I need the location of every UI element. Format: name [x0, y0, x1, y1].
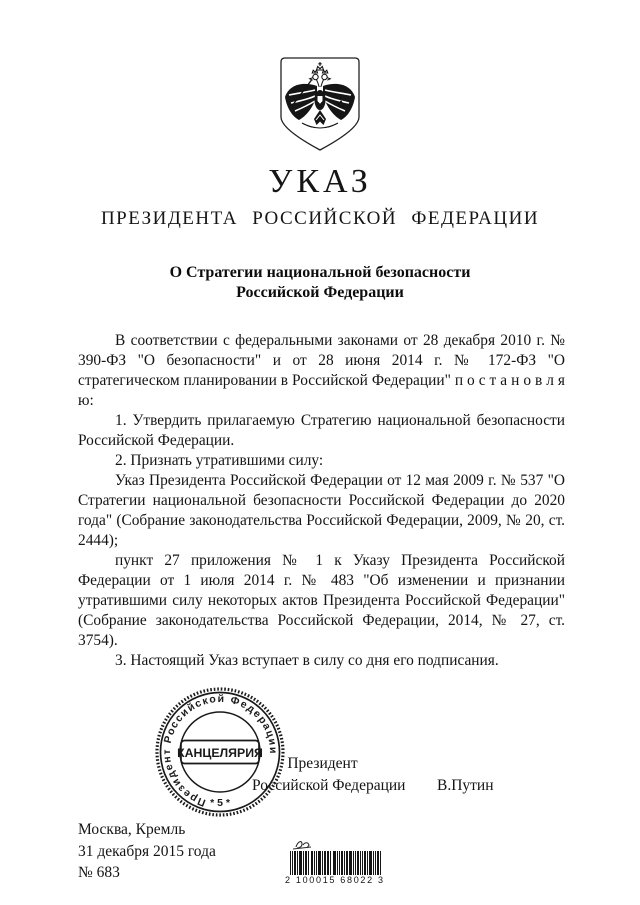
office-stamp [149, 686, 291, 820]
barcode [283, 837, 391, 889]
issue-details [78, 819, 216, 884]
signature-title-line-2: Российской Федерации [252, 777, 406, 794]
barcode-bars [290, 851, 381, 875]
paragraph-repealed-clause: пункт 27 приложения № 1 к Указу Президента Российской Федерации от 1 июля 2014 г. № 483 "Об изменении и признании утратившими силу некоторых актов Президента Российской Федерации" (Собрание законодательства Российской Федерации, 2014, № 27, ст. 3754). [78, 552, 565, 649]
paragraph-item-2: 2. Признать утратившими силу: [115, 452, 324, 469]
paragraph-repealed-decree: Указ Президента Российской Федерации от 12 мая 2009 г. № 537 "О Стратегии национальной безопасности Российской Федерации до 2020 года" (Собрание законодательства Российской Федерации, 2009, № 20, ст. 2444); [78, 472, 565, 549]
place-line: Москва, Кремль [78, 821, 186, 838]
subject-title [0, 263, 640, 303]
date-line: 31 декабря 2015 года [78, 842, 216, 860]
decree-type-title: УКАЗ [268, 163, 372, 200]
stamp-number: * 5 * [210, 797, 230, 809]
stamp-ring-text: Президент Российской Федерации [160, 692, 280, 809]
handwritten-mark [293, 842, 311, 849]
number-line: № 683 [78, 864, 120, 881]
paragraph-item-3: 3. Настоящий Указ вступает в силу со дня его подписания. [115, 652, 499, 669]
barcode-digits: 2 100015 68022 3 [285, 875, 383, 885]
subject-line-1: О Стратегии национальной безопасности [169, 264, 471, 281]
paragraph-preamble: В соответствии с федеральными законами от 28 декабря 2010 г. № 390-ФЗ "О безопасности" и от 28 июня 2014 г. № 172-ФЗ "О стратегическом планировании в Российской Федерации" п о с т а н о в л я ю: [78, 332, 565, 409]
signature-title-line-1: Президент [287, 755, 358, 772]
issuer-title: ПРЕЗИДЕНТА РОССИЙСКОЙ ФЕДЕРАЦИИ [100, 208, 540, 229]
signee-name: В.Путин [437, 777, 494, 794]
double-headed-eagle-icon [285, 62, 355, 128]
decree-body [78, 331, 565, 671]
subject-line-2: Российской Федерации [236, 284, 404, 301]
paragraph-item-1: 1. Утвердить прилагаемую Стратегию национальной безопасности Российской Федерации. [78, 412, 565, 449]
coat-of-arms-icon [278, 57, 362, 152]
stamp-center-text: КАНЦЕЛЯРИЯ [177, 746, 263, 760]
